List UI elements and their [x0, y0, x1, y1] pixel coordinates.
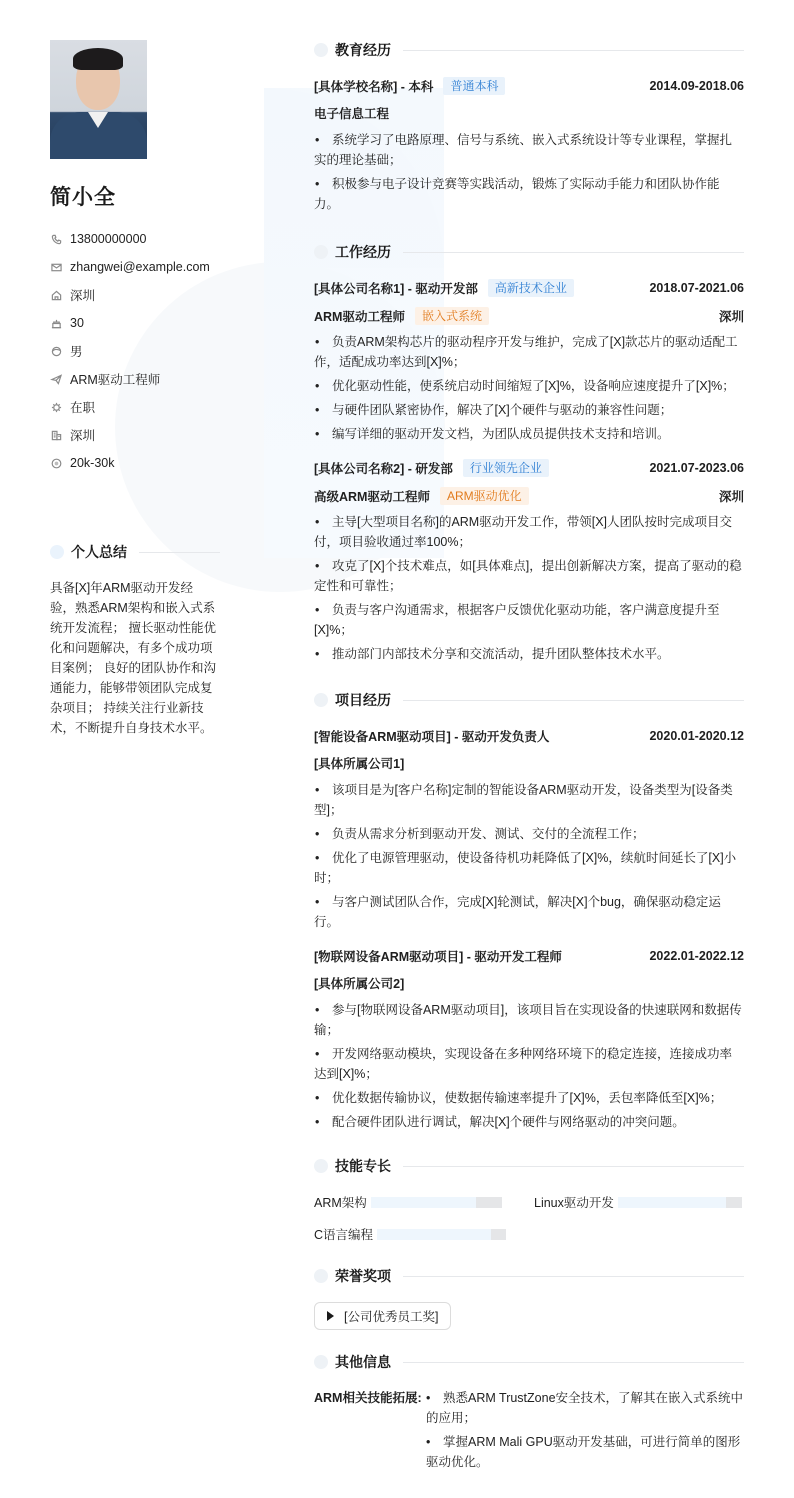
other-info-key: ARM相关技能拓展:: [314, 1391, 422, 1405]
section-dot-icon: [314, 1269, 328, 1283]
section-dot-icon: [314, 43, 328, 57]
divider: [403, 50, 744, 51]
list-item: • 积极参与电子设计竞赛等实践活动，锻炼了实际动手能力和团队协作能力。: [314, 177, 720, 211]
education-bullets: [314, 130, 744, 214]
education-section-header: 教育经历: [314, 40, 744, 60]
info-status: 在职: [50, 393, 220, 421]
building-icon: [50, 429, 62, 441]
role-tag: ARM驱动优化: [440, 487, 529, 505]
contact-info-list: [50, 225, 220, 477]
info-city: 深圳: [50, 281, 220, 309]
skills-section-header: 技能专长: [314, 1156, 744, 1176]
list-item: • 攻克了[X]个技术难点，如[具体难点]，提出创新解决方案，提高了驱动的稳定性和可靠性；: [314, 559, 742, 593]
send-icon: [50, 373, 62, 385]
role-tag: 嵌入式系统: [415, 307, 489, 325]
project-name: [物联网设备ARM驱动项目] - 驱动开发工程师: [314, 950, 562, 964]
list-item: • 优化数据传输协议，使数据传输速率提升了[X]%，丢包率降低至[X]%；: [315, 1091, 723, 1105]
education-period: 2014.09-2018.06: [649, 79, 744, 93]
summary-text: 具备[X]年ARM驱动开发经验，熟悉ARM架构和嵌入式系统开发流程； 擅长驱动性能优化和问题解决，有多个成功项目案例； 良好的团队协作和沟通能力，能够带领团队完成复杂项目； 持续关注行业新技术，不断提升自身技术水平。: [50, 581, 216, 735]
list-item: • 推动部门内部技术分享和交流活动，提升团队整体技术水平。: [315, 647, 670, 661]
gender-icon: [50, 345, 62, 357]
section-dot-icon: [314, 693, 328, 707]
work-section: [314, 242, 744, 664]
list-item: • 与客户测试团队合作，完成[X]轮测试，解决[X]个bug，确保驱动稳定运行。: [314, 895, 721, 929]
info-phone: 13800000000: [50, 225, 220, 253]
company-name: [具体公司名称2] - 研发部: [314, 462, 453, 476]
skill-item: C语言编程: [314, 1224, 534, 1244]
info-email: zhangwei@example.com: [50, 253, 220, 281]
company-tag: 行业领先企业: [463, 459, 549, 477]
status-icon: [50, 401, 62, 413]
skills-grid: [314, 1192, 744, 1244]
info-gender: 男: [50, 337, 220, 365]
divider: [139, 552, 220, 553]
summary-section-header: 个人总结: [50, 542, 220, 562]
project-entry: [314, 726, 744, 932]
expand-triangle-icon: [327, 1311, 334, 1321]
other-info-row: [314, 1388, 744, 1476]
list-item: • 负责从需求分析到驱动开发、测试、交付的全流程工作；: [315, 827, 645, 841]
list-item: • 优化了电源管理驱动，使设备待机功耗降低了[X]%，续航时间延长了[X]小时；: [314, 851, 737, 885]
project-bullets: [314, 780, 744, 932]
work-section-header: 工作经历: [314, 242, 744, 262]
company-tag: 高新技术企业: [488, 279, 574, 297]
skills-section: [314, 1156, 744, 1244]
school-name: [具体学校名称] - 本科: [314, 80, 434, 94]
company-name: [具体公司名称1] - 驱动开发部: [314, 282, 478, 296]
divider: [403, 1166, 744, 1167]
phone-icon: [50, 233, 62, 245]
info-age: 30: [50, 309, 220, 337]
skill-level-bar: [618, 1197, 742, 1208]
work-bullets: [314, 332, 744, 444]
list-item: • 编写详细的驱动开发文档，为团队成员提供技术支持和培训。: [315, 427, 670, 441]
list-item: • 负责ARM架构芯片的驱动程序开发与维护，完成了[X]款芯片的驱动适配工作，适配成功率达到[X]%；: [314, 335, 738, 369]
mail-icon: [50, 261, 62, 273]
list-item: • 掌握ARM Mali GPU驱动开发基础，可进行简单的图形驱动优化。: [426, 1435, 741, 1469]
skill-level-bar: [377, 1229, 506, 1240]
project-entry: [314, 946, 744, 1132]
projects-section-header: 项目经历: [314, 690, 744, 710]
work-period: 2021.07-2023.06: [649, 461, 744, 475]
project-period: 2022.01-2022.12: [649, 949, 744, 963]
project-period: 2020.01-2020.12: [649, 729, 744, 743]
awards-section: [314, 1266, 744, 1330]
home-icon: [50, 289, 62, 301]
list-item: • 系统学习了电路原理、信号与系统、嵌入式系统设计等专业课程，掌握扎实的理论基础；: [314, 133, 733, 167]
job-role: 高级ARM驱动工程师: [314, 490, 430, 504]
job-role: ARM驱动工程师: [314, 310, 405, 324]
list-item: • 参与[物联网设备ARM驱动项目]，该项目旨在实现设备的快速联网和数据传输；: [314, 1003, 742, 1037]
skill-item: ARM架构: [314, 1192, 534, 1212]
skill-item: Linux驱动开发: [534, 1192, 744, 1212]
other-info-bullets: [426, 1388, 744, 1476]
profile-photo: [50, 40, 147, 159]
divider: [403, 1276, 744, 1277]
education-entry: [314, 76, 744, 214]
projects-section: [314, 690, 744, 1132]
info-salary: 20k-30k: [50, 449, 220, 477]
list-item: • 与硬件团队紧密协作，解决了[X]个硬件与驱动的兼容性问题；: [315, 403, 673, 417]
divider: [403, 1362, 744, 1363]
other-section-header: 其他信息: [314, 1352, 744, 1372]
other-section: [314, 1352, 744, 1476]
project-name: [智能设备ARM驱动项目] - 驱动开发负责人: [314, 730, 550, 744]
degree-tag: 普通本科: [443, 77, 505, 95]
list-item: • 熟悉ARM TrustZone安全技术，了解其在嵌入式系统中的应用；: [426, 1391, 744, 1425]
section-dot-icon: [314, 245, 328, 259]
list-item: • 开发网络驱动模块，实现设备在多种网络环境下的稳定连接，连接成功率达到[X]%；: [314, 1047, 733, 1081]
work-period: 2018.07-2021.06: [649, 281, 744, 295]
right-column: [314, 40, 744, 1498]
work-location: 深圳: [718, 490, 744, 504]
list-item: • 该项目是为[客户名称]定制的智能设备ARM驱动开发，设备类型为[设备类型]；: [314, 783, 733, 817]
list-item: • 优化驱动性能，使系统启动时间缩短了[X]%，设备响应速度提升了[X]%；: [315, 379, 735, 393]
section-dot-icon: [50, 545, 64, 559]
list-item: • 主导[大型项目名称]的ARM驱动开发工作，带领[X]人团队按时完成项目交付，项目验收通过率100%；: [314, 515, 733, 549]
project-company: [具体所属公司1]: [314, 757, 405, 771]
salary-icon: [50, 457, 62, 469]
list-item: • 配合硬件团队进行调试，解决[X]个硬件与网络驱动的冲突问题。: [315, 1115, 685, 1129]
info-position: ARM驱动工程师: [50, 365, 220, 393]
section-dot-icon: [314, 1159, 328, 1173]
award-item[interactable]: [公司优秀员工奖]: [314, 1302, 451, 1330]
divider: [403, 252, 744, 253]
info-work-city: 深圳: [50, 421, 220, 449]
awards-section-header: 荣誉奖项: [314, 1266, 744, 1286]
left-column: [50, 40, 220, 477]
work-entry: [314, 278, 744, 444]
divider: [403, 700, 744, 701]
list-item: • 负责与客户沟通需求，根据客户反馈优化驱动功能，客户满意度提升至[X]%；: [314, 603, 720, 637]
major: 电子信息工程: [314, 107, 390, 121]
skill-level-bar: [371, 1197, 502, 1208]
cake-icon: [50, 317, 62, 329]
candidate-name: 简小全: [50, 186, 116, 209]
section-dot-icon: [314, 1355, 328, 1369]
work-location: 深圳: [718, 310, 744, 324]
project-bullets: [314, 1000, 744, 1132]
education-section: [314, 40, 744, 214]
work-bullets: [314, 512, 744, 664]
project-company: [具体所属公司2]: [314, 977, 405, 991]
work-entry: [314, 458, 744, 664]
